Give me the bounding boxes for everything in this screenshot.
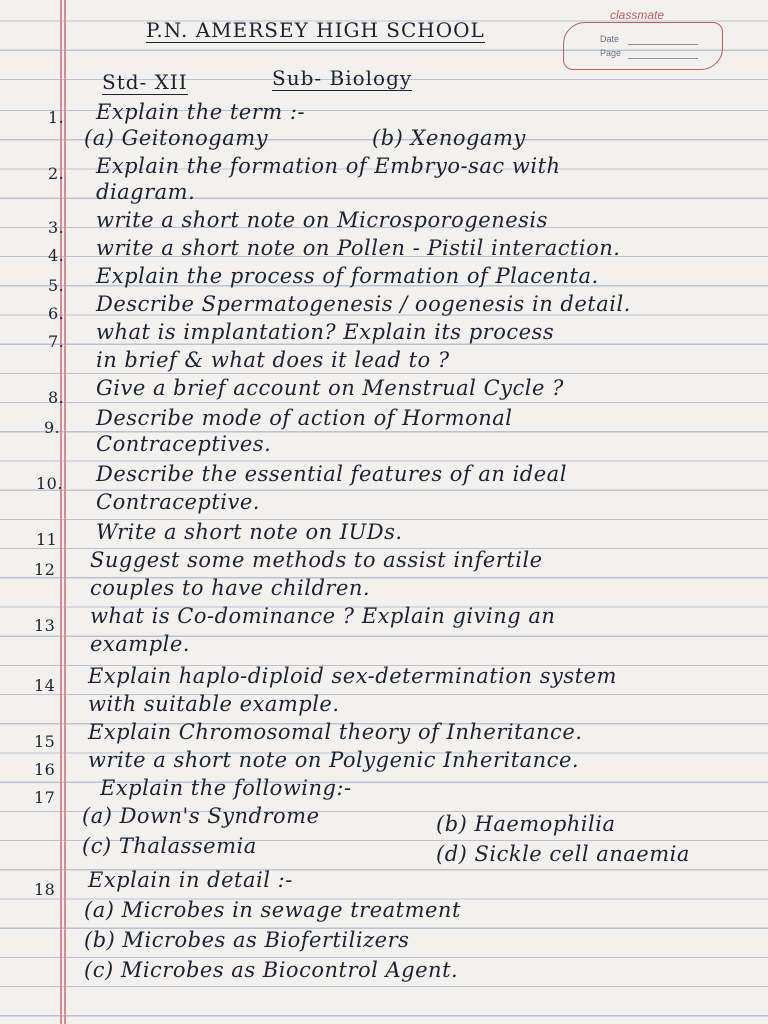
question-number: 15 <box>34 732 56 751</box>
question-number: 16 <box>34 760 56 779</box>
question-text: Explain haplo-diploid sex-determination system <box>88 664 617 688</box>
question-text: couples to have children. <box>90 576 371 600</box>
question-text: Explain Chromosomal theory of Inheritance. <box>88 720 583 744</box>
brand-logo: classmate <box>610 8 665 22</box>
question-text: (b) Xenogamy <box>372 126 526 150</box>
question-number: 17 <box>34 788 56 807</box>
question-text: in brief & what does it lead to ? <box>96 348 450 372</box>
question-number: 11 <box>36 530 58 549</box>
question-text: Give a brief account on Menstrual Cycle ? <box>96 376 564 400</box>
std-label: Std- XII <box>102 70 188 94</box>
question-number: 10. <box>36 474 63 493</box>
question-text: Contraceptives. <box>96 432 272 456</box>
question-number: 13 <box>34 616 56 635</box>
school-title: P.N. AMERSEY HIGH SCHOOL <box>146 18 485 42</box>
question-text: Explain the process of formation of Placenta. <box>96 264 599 288</box>
date-label: Date <box>600 34 620 44</box>
question-number: 4. <box>48 246 65 265</box>
question-text: (c) Thalassemia <box>82 834 257 858</box>
question-text: Suggest some methods to assist infertile <box>90 548 543 572</box>
question-text: example. <box>90 632 190 656</box>
question-text: write a short note on Microsporogenesis <box>96 208 548 232</box>
question-number: 18 <box>34 880 56 899</box>
question-text: write a short note on Pollen - Pistil interaction. <box>96 236 621 260</box>
question-number: 5. <box>48 276 65 295</box>
question-number: 1. <box>48 108 65 127</box>
margin-line <box>64 0 66 1024</box>
question-text: (b) Haemophilia <box>436 812 616 836</box>
question-text: Explain the term :- <box>96 100 305 124</box>
question-text: Describe mode of action of Hormonal <box>96 406 513 430</box>
question-text: what is implantation? Explain its process <box>96 320 555 344</box>
question-number: 12 <box>34 560 56 579</box>
question-text: diagram. <box>96 180 196 204</box>
question-number: 7. <box>48 332 65 351</box>
question-text: Explain the formation of Embryo-sac with <box>96 154 561 178</box>
question-text: Contraceptive. <box>96 490 260 514</box>
question-text: Describe Spermatogenesis / oogenesis in detail. <box>96 292 631 316</box>
question-text: Explain in detail :- <box>88 868 293 892</box>
question-text: Describe the essential features of an ideal <box>96 462 567 486</box>
subject-label: Sub- Biology <box>272 66 413 90</box>
question-text: (b) Microbes as Biofertilizers <box>84 928 410 952</box>
question-text: Explain the following:- <box>100 776 352 800</box>
question-number: 9. <box>44 418 61 437</box>
question-text: what is Co-dominance ? Explain giving an <box>90 604 556 628</box>
question-number: 2. <box>48 164 65 183</box>
question-text: (d) Sickle cell anaemia <box>436 842 690 866</box>
question-text: with suitable example. <box>88 692 340 716</box>
question-text: Write a short note on IUDs. <box>96 520 403 544</box>
question-text: (a) Geitonogamy <box>84 126 268 150</box>
date-line <box>628 44 698 45</box>
question-number: 6. <box>48 304 65 323</box>
question-number: 14 <box>34 676 56 695</box>
question-text: write a short note on Polygenic Inheritance. <box>88 748 580 772</box>
question-text: (a) Down's Syndrome <box>82 804 320 828</box>
date-page-box <box>563 22 723 70</box>
margin-line <box>60 0 62 1024</box>
question-number: 3. <box>48 218 65 237</box>
question-number: 8. <box>48 388 65 407</box>
question-text: (c) Microbes as Biocontrol Agent. <box>84 958 459 982</box>
question-text: (a) Microbes in sewage treatment <box>84 898 461 922</box>
page-label: Page <box>600 48 622 58</box>
page-line <box>628 58 698 59</box>
